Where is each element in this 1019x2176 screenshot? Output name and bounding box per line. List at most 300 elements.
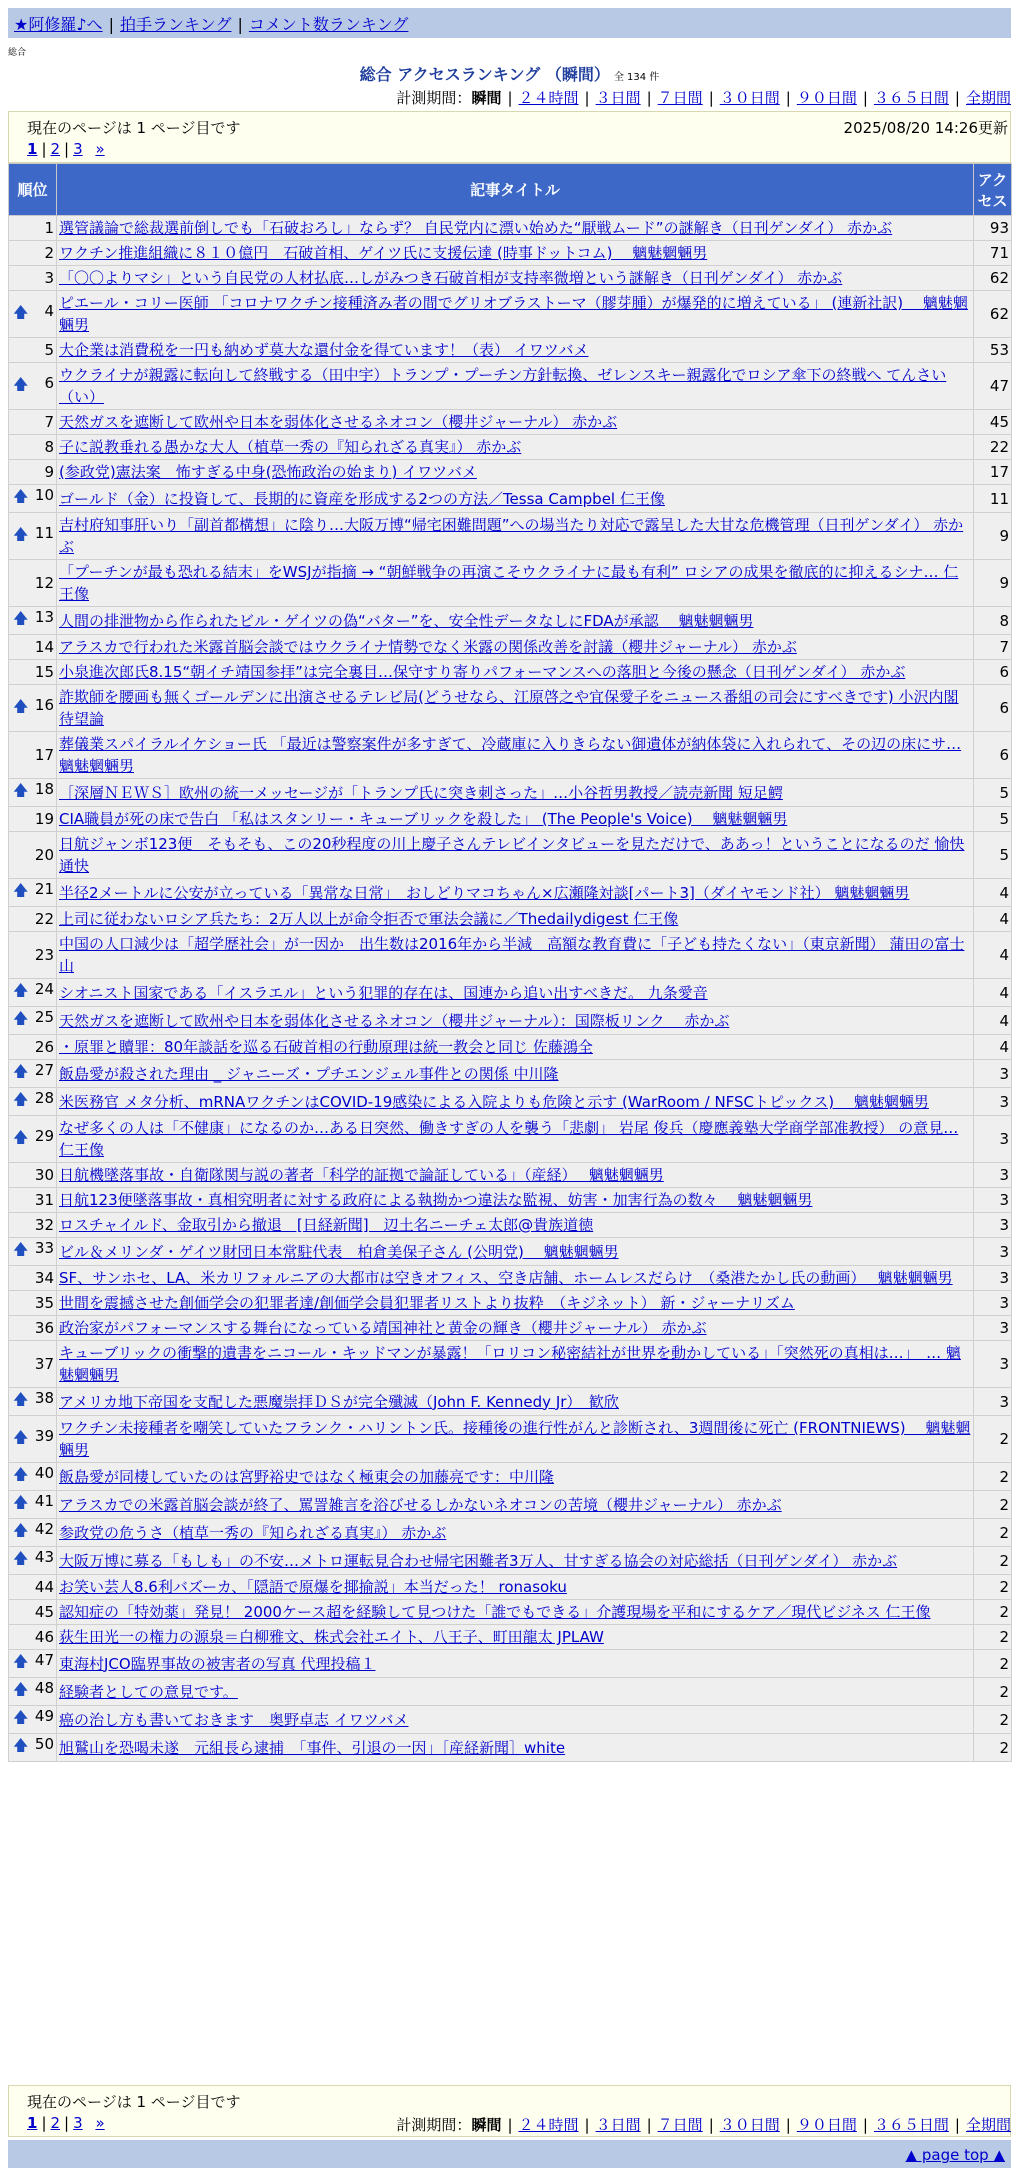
rank-number: 16 (34, 695, 54, 714)
article-title-link[interactable]: (参政党)憲法案 怖すぎる中身(恐怖政治の始まり) イワツバメ (59, 463, 477, 481)
title-cell (57, 1213, 974, 1238)
article-title-link[interactable]: 東海村JCO臨界事故の被害者の写真 代理投稿１ (59, 1654, 376, 1673)
period-3d[interactable]: ３日間 (595, 89, 641, 107)
title-cell (57, 1088, 974, 1116)
rank-up-arrow-icon: 🡅 (13, 609, 29, 627)
rank-up-arrow-icon: 🡅 (13, 1549, 29, 1567)
rank-number: 40 (34, 1464, 54, 1482)
rank-cell (9, 879, 57, 907)
nav-link-clap-ranking[interactable]: 拍手ランキング (119, 15, 232, 34)
table-row (9, 1625, 1012, 1650)
rank-cell (9, 635, 57, 660)
period-30d-bottom[interactable]: ３０日間 (719, 2116, 780, 2134)
rank-number: 46 (34, 1628, 54, 1646)
article-title-link[interactable]: 癌の治し方も書いておきます 奥野卓志 イワツバメ (59, 1710, 409, 1729)
current-page-text: 現在のページは 1 ページ目です (27, 119, 241, 137)
page-link-2-bottom[interactable]: 2 (50, 2114, 61, 2132)
table-row (9, 1734, 1012, 1762)
article-title-link[interactable]: ゴールド（金）に投資して、長期的に資産を形成する2つの方法／Tessa Campbel 仁王像 (59, 489, 665, 508)
period-90d[interactable]: ９０日間 (796, 89, 857, 107)
rank-cell (9, 1706, 57, 1734)
access-count: 6 (974, 732, 1012, 779)
period-label: 計測期間： (396, 89, 472, 107)
title-cell (57, 560, 974, 607)
article-title-link[interactable]: お笑い芸人8.6利バズーカ、「隠語で原爆を揶揄説」本当だった！ ronasoku (59, 1578, 567, 1596)
article-title-link[interactable]: 上司に従わないロシア兵たち：2万人以上が命令拒否で軍法会議に／Thedailydigest 仁王像 (59, 910, 679, 928)
rank-number: 15 (34, 663, 54, 681)
table-row (9, 1463, 1012, 1491)
title-cell (57, 732, 974, 779)
title-cell (57, 1341, 974, 1388)
article-title-link[interactable]: 認知症の「特効薬」発見！ 2000ケース超を経験して見つけた「誰でもできる」介護現場を平和にするケア／現代ビジネス 仁王像 (59, 1603, 931, 1621)
rank-cell (9, 1600, 57, 1625)
rank-number: 44 (34, 1578, 54, 1596)
title-cell (57, 1678, 974, 1706)
title-cell (57, 979, 974, 1007)
table-row (9, 241, 1012, 266)
rank-up-arrow-icon: 🡅 (13, 374, 29, 393)
access-count: 3 (974, 1188, 1012, 1213)
rank-number: 6 (44, 373, 54, 392)
rank-number: 43 (34, 1548, 54, 1566)
rank-number: 14 (34, 638, 54, 656)
article-title-link[interactable]: 参政党の危うさ（植草一秀の『知られざる真実』） 赤かぶ (59, 1523, 447, 1542)
rank-up-arrow-icon: 🡅 (13, 1493, 29, 1511)
rank-number: 13 (34, 608, 54, 626)
rank-cell (9, 1734, 57, 1762)
rank-number: 31 (34, 1191, 54, 1209)
nav-link-comment-ranking[interactable]: コメント数ランキング (248, 15, 409, 34)
title-cell (57, 1291, 974, 1316)
rank-cell (9, 607, 57, 635)
rank-cell (9, 1088, 57, 1116)
rank-number: 5 (44, 341, 54, 359)
table-row (9, 435, 1012, 460)
title-cell (57, 216, 974, 241)
table-row (9, 1678, 1012, 1706)
rank-up-arrow-icon: 🡅 (13, 1062, 29, 1080)
article-title-link[interactable]: 荻生田光一の権力の源泉＝白柳雅文、株式会社エイト、八王子、町田龍太 JPLAW (59, 1628, 604, 1646)
period-current-bottom: 瞬間 (471, 2116, 502, 2134)
page-link-next[interactable]: » (95, 140, 105, 158)
title-cell (57, 485, 974, 513)
title-cell (57, 363, 974, 410)
article-title-link[interactable]: 子に説教垂れる愚かな大人（植草一秀の『知られざる真実』） 赤かぶ (59, 438, 522, 456)
period-365d[interactable]: ３６５日間 (873, 89, 949, 107)
article-title-link[interactable]: 経験者としての意見です。 (59, 1682, 238, 1701)
period-selector-bottom: 計測期間：瞬間 | ２４時間 | ３日間 | ７日間 | ３０日間 | ９０日間 | ３６５日間 | 全期間 (396, 2116, 1011, 2134)
table-row (9, 832, 1012, 879)
period-7d-bottom[interactable]: ７日間 (657, 2116, 703, 2134)
title-cell (57, 291, 974, 338)
article-title-link[interactable]: 天然ガスを遮断して欧州や日本を弱体化させるネオコン（櫻井ジャーナル）：国際板リンク 赤かぶ (59, 1011, 730, 1030)
title-cell (57, 779, 974, 807)
access-count: 3 (974, 1388, 1012, 1416)
access-count: 93 (974, 216, 1012, 241)
article-title-link[interactable]: 詐欺師を腰画も無くゴールデンに出演させるテレビ局(どうせなら、江原啓之や宜保愛子をニュース番組の司会にすべきです) 小沢内閣待望論 (59, 688, 959, 728)
rank-cell (9, 338, 57, 363)
col-header-access: アクセス (974, 164, 1012, 216)
rank-cell (9, 1678, 57, 1706)
rank-number: 21 (34, 880, 54, 898)
rank-up-arrow-icon: 🡅 (13, 1652, 29, 1670)
access-count: 2 (974, 1416, 1012, 1463)
access-count: 3 (974, 1238, 1012, 1266)
access-count: 62 (974, 266, 1012, 291)
article-title-link[interactable]: シオニスト国家である「イスラエル」という犯罪的存在は、国連から追い出すべきだ。 九条愛音 (59, 983, 708, 1002)
total-count: 全 134 件 (613, 72, 660, 83)
page-link-next-bottom[interactable]: » (95, 2114, 105, 2132)
rank-number: 41 (34, 1492, 54, 1510)
table-row (9, 685, 1012, 732)
rank-cell (9, 1213, 57, 1238)
article-title-link[interactable]: 人間の排泄物から作られたビル・ゲイツの偽“バター”を、安全性データなしにFDAが承認 魑魅魍魎男 (59, 611, 754, 630)
access-count: 3 (974, 1163, 1012, 1188)
table-row (9, 1007, 1012, 1035)
table-row (9, 485, 1012, 513)
table-row (9, 1266, 1012, 1291)
table-row (9, 907, 1012, 932)
access-count: 11 (974, 485, 1012, 513)
access-count: 4 (974, 907, 1012, 932)
access-count: 47 (974, 363, 1012, 410)
rank-up-arrow-icon: 🡅 (13, 524, 29, 543)
period-30d[interactable]: ３０日間 (719, 89, 780, 107)
rank-number: 23 (34, 946, 54, 964)
access-count: 4 (974, 879, 1012, 907)
table-row (9, 807, 1012, 832)
table-row (9, 660, 1012, 685)
article-title-link[interactable]: 旭鷲山を恐喝未遂 元組長ら逮捕 「事件、引退の一因」［産経新聞］white (59, 1738, 566, 1757)
rank-number: 8 (44, 438, 54, 456)
article-title-link[interactable]: 大阪万博に募る「もしも」の不安…メトロ運転見合わせ帰宅困難者3万人、甘すぎる協会の対応総括（日刊ゲンダイ） 赤かぶ (59, 1551, 898, 1570)
article-title-link[interactable]: 中国の人口減少は「超学歴社会」が一因か 出生数は2016年から半減 高額な教育費に「子ども持たくない」（東京新聞） 蒲田の富士山 (59, 935, 965, 975)
title-cell (57, 1188, 974, 1213)
article-title-link[interactable]: 葬儀業スパイラルイケショー氏 「最近は警察案件が多すぎて、冷蔵庫に入りきらない御遺体が納体袋に入れられて、その辺の床にサ… 魑魅魍魎男 (59, 735, 962, 775)
table-row (9, 1116, 1012, 1163)
rank-number: 29 (34, 1126, 54, 1145)
rank-cell (9, 1341, 57, 1388)
rank-number: 18 (34, 780, 54, 798)
rank-number: 28 (34, 1089, 54, 1107)
article-title-link[interactable]: ワクチン未接種者を嘲笑していたフランク・ハリントン氏。接種後の進行性がんと診断され、3週間後に死亡 (FRONTNIEWS) 魑魅魍魎男 (59, 1419, 971, 1459)
table-row (9, 460, 1012, 485)
access-count: 62 (974, 291, 1012, 338)
rank-up-arrow-icon: 🡅 (13, 1427, 29, 1446)
table-row (9, 1388, 1012, 1416)
rank-up-arrow-icon: 🡅 (13, 1127, 29, 1146)
table-row (9, 1213, 1012, 1238)
title-cell (57, 338, 974, 363)
page-links-bottom: 1 | 2 | 3 » (27, 2114, 105, 2132)
article-title-link[interactable]: 「プーチンが最も恐れる結末」をWSJが指摘 → “朝鮮戦争の再演こそウクライナに最も有利” ロシアの成果を徹底的に抑えるシナ… 仁王像 (59, 563, 959, 603)
rank-up-arrow-icon: 🡅 (13, 1680, 29, 1698)
article-title-link[interactable]: アラスカで行われた米露首脳会談ではウクライナ情勢でなく米露の関係改善を討議（櫻井ジャーナル） 赤かぶ (59, 638, 797, 656)
table-row (9, 216, 1012, 241)
article-title-link[interactable]: 吉村府知事肝いり「副首都構想」に陰り…大阪万博“帰宅困難問題”への場当たり対応で露呈した大甘な危機管理（日刊ゲンダイ） 赤かぶ (59, 516, 964, 556)
article-title-link[interactable]: 「〇〇よりマシ」という自民党の人材払底…しがみつき石破首相が支持率微増という謎解き（日刊ゲンダイ） 赤かぶ (59, 269, 843, 287)
rank-cell (9, 832, 57, 879)
access-count: 5 (974, 807, 1012, 832)
rank-cell (9, 1188, 57, 1213)
rank-cell (9, 241, 57, 266)
table-row (9, 1341, 1012, 1388)
rank-number: 33 (34, 1239, 54, 1257)
period-all-bottom[interactable]: 全期間 (965, 2116, 1011, 2134)
rank-cell (9, 1316, 57, 1341)
rank-up-arrow-icon: 🡅 (13, 696, 29, 715)
access-count: 5 (974, 779, 1012, 807)
rank-cell (9, 216, 57, 241)
rank-number: 4 (44, 301, 54, 320)
rank-cell (9, 560, 57, 607)
rank-cell (9, 363, 57, 410)
access-count: 53 (974, 338, 1012, 363)
title-cell (57, 410, 974, 435)
table-row (9, 635, 1012, 660)
access-count: 45 (974, 410, 1012, 435)
page-title-text: 総合 アクセスランキング （瞬間） (359, 65, 610, 84)
rank-cell (9, 1416, 57, 1463)
rank-cell (9, 1625, 57, 1650)
col-header-rank: 順位 (9, 164, 57, 216)
rank-number: 25 (34, 1008, 54, 1026)
title-cell (57, 1416, 974, 1463)
period-24h-bottom[interactable]: ２４時間 (518, 2116, 579, 2134)
access-count: 6 (974, 685, 1012, 732)
title-cell (57, 1600, 974, 1625)
table-row (9, 1188, 1012, 1213)
access-count: 8 (974, 607, 1012, 635)
nav-link-asyura[interactable]: ★阿修羅♪へ (14, 15, 103, 34)
period-7d[interactable]: ７日間 (657, 89, 703, 107)
top-nav-bar: ★阿修羅♪へ | 拍手ランキング | コメント数ランキング (8, 8, 1011, 38)
article-title-link[interactable]: 飯島愛が殺された理由 _ ジャニーズ・プチエンジェル事件との関係 中川隆 (59, 1064, 559, 1083)
rank-up-arrow-icon: 🡅 (13, 881, 29, 899)
rank-cell (9, 1007, 57, 1035)
access-count: 2 (974, 1519, 1012, 1547)
rank-cell (9, 1116, 57, 1163)
article-title-link[interactable]: 米医務官 メタ分析、mRNAワクチンはCOVID-19感染による入院よりも危険と示す (WarRoom / NFSCトピックス) 魑魅魍魎男 (59, 1092, 929, 1111)
article-title-link[interactable]: ・原罪と贖罪：80年談話を巡る石破首相の行動原理は統一教会と同じ 佐藤鴻全 (59, 1038, 593, 1056)
title-cell (57, 1491, 974, 1519)
rank-cell (9, 1266, 57, 1291)
rank-cell (9, 485, 57, 513)
rank-up-arrow-icon: 🡅 (13, 1090, 29, 1108)
access-count: 17 (974, 460, 1012, 485)
page-link-3-bottom[interactable]: 3 (73, 2114, 83, 2132)
access-count: 2 (974, 1734, 1012, 1762)
article-title-link[interactable]: 小泉進次郎氏8.15“朝イチ靖国参拝”は完全裏目…保守すり寄りパフォーマンスへの落胆と今後の懸念（日刊ゲンダイ） 赤かぶ (59, 663, 906, 681)
access-count: 7 (974, 635, 1012, 660)
article-title-link[interactable]: なぜ多くの人は「不健康」になるのか…ある日突然、働きすぎの人を襲う「悲劇」 岩尾 俊兵（慶應義塾大学商学部准教授） の意見… 仁王像 (59, 1119, 959, 1159)
article-title-link[interactable]: 大企業は消費税を一円も納めず莫大な還付金を得ています！（表） イワツバメ (59, 341, 589, 359)
updated-timestamp: 2025/08/20 14:26更新 (843, 119, 1008, 137)
article-title-link[interactable]: ビル＆メリンダ・ゲイツ財団日本常駐代表 柏倉美保子さん (公明党) 魑魅魍魎男 (59, 1242, 619, 1261)
page-links: 1 | 2 | 3 » (27, 140, 105, 158)
access-count: 4 (974, 979, 1012, 1007)
title-cell (57, 685, 974, 732)
rank-up-arrow-icon: 🡅 (13, 1521, 29, 1539)
access-count: 3 (974, 1266, 1012, 1291)
access-count: 2 (974, 1678, 1012, 1706)
title-cell (57, 832, 974, 879)
article-title-link[interactable]: アメリカ地下帝国を支配した悪魔崇拝ＤＳが完全殲滅（John F. Kennedy Jr） 歓欣 (59, 1392, 619, 1411)
rank-number: 45 (34, 1603, 54, 1621)
title-cell (57, 513, 974, 560)
rank-cell (9, 1238, 57, 1266)
rank-up-arrow-icon: 🡅 (13, 1009, 29, 1027)
article-title-link[interactable]: ピエール・コリー医師 「コロナワクチン接種済み者の間でグリオブラストーマ（膠芽腫）が爆発的に増えている」 (連新社訳) 魑魅魍魎男 (59, 294, 968, 334)
table-row (9, 1163, 1012, 1188)
access-count: 2 (974, 1650, 1012, 1678)
table-row (9, 560, 1012, 607)
title-cell (57, 1547, 974, 1575)
pagination-top (8, 111, 1011, 163)
rank-number: 50 (34, 1735, 54, 1753)
period-90d-bottom[interactable]: ９０日間 (796, 2116, 857, 2134)
rank-number: 3 (44, 269, 54, 287)
article-title-link[interactable]: 政治家がパフォーマンスする舞台になっている靖国神社と黄金の輝き（櫻井ジャーナル） 赤かぶ (59, 1319, 707, 1337)
access-count: 4 (974, 932, 1012, 979)
title-cell (57, 807, 974, 832)
table-row (9, 291, 1012, 338)
rank-up-arrow-icon: 🡅 (13, 1465, 29, 1483)
article-title-link[interactable]: CIA職員が死の床で告白 「私はスタンリー・キューブリックを殺した」 (The People's Voice) 魑魅魍魎男 (59, 810, 788, 828)
rank-cell (9, 460, 57, 485)
page-link-1-bottom[interactable]: 1 (27, 2114, 38, 2132)
rank-cell (9, 932, 57, 979)
table-row (9, 513, 1012, 560)
col-header-title: 記事タイトル (57, 164, 974, 216)
period-365d-bottom[interactable]: ３６５日間 (873, 2116, 949, 2134)
table-row (9, 410, 1012, 435)
article-title-link[interactable]: アラスカでの米露首脳会談が終了、罵詈雑言を浴びせるしかないネオコンの苦境（櫻井ジャーナル） 赤かぶ (59, 1495, 782, 1514)
ranking-table (8, 163, 1012, 1762)
table-row (9, 1547, 1012, 1575)
access-count: 3 (974, 1341, 1012, 1388)
rank-number: 35 (34, 1294, 54, 1312)
rank-cell (9, 1060, 57, 1088)
article-title-link[interactable]: SF、サンホセ、LA、米カリフォルニアの大都市は空きオフィス、空き店舗、ホームレスだらけ （桑港たかし氏の動画） 魑魅魍魎男 (59, 1269, 953, 1287)
article-title-link[interactable]: 半径2メートルに公安が立っている「異常な日常」 おしどりマコちゃん×広瀬隆対談[パート3]（ダイヤモンド社） 魑魅魍魎男 (59, 883, 910, 902)
access-count: 22 (974, 435, 1012, 460)
table-row (9, 363, 1012, 410)
rank-number: 36 (34, 1319, 54, 1337)
table-row (9, 1706, 1012, 1734)
title-cell (57, 241, 974, 266)
period-all[interactable]: 全期間 (965, 89, 1011, 107)
access-count: 4 (974, 1007, 1012, 1035)
rank-up-arrow-icon: 🡅 (13, 1736, 29, 1754)
rank-up-arrow-icon: 🡅 (13, 1708, 29, 1726)
title-cell (57, 435, 974, 460)
page-link-1[interactable]: 1 (27, 140, 38, 158)
article-title-link[interactable]: 飯島愛が同棲していたのは宮野裕史ではなく極東会の加藤亮です：中川隆 (59, 1467, 555, 1486)
rank-up-arrow-icon: 🡅 (13, 1390, 29, 1408)
bottom-bar (8, 2140, 1011, 2168)
title-cell (57, 607, 974, 635)
rank-number: 24 (34, 980, 54, 998)
article-title-link[interactable]: 天然ガスを遮断して欧州や日本を弱体化させるネオコン（櫻井ジャーナル） 赤かぶ (59, 413, 618, 431)
table-row (9, 1035, 1012, 1060)
table-row (9, 1060, 1012, 1088)
table-row (9, 607, 1012, 635)
title-cell (57, 460, 974, 485)
article-title-link[interactable]: ワクチン推進組織に８１０億円 石破首相、ゲイツ氏に支援伝達 (時事ドットコム) 魑魅魍魎男 (59, 244, 708, 262)
table-row (9, 732, 1012, 779)
table-row (9, 1575, 1012, 1600)
table-row (9, 879, 1012, 907)
period-3d-bottom[interactable]: ３日間 (595, 2116, 641, 2134)
access-count: 3 (974, 1213, 1012, 1238)
page-link-2[interactable]: 2 (50, 140, 61, 158)
rank-up-arrow-icon: 🡅 (13, 781, 29, 799)
access-count: 6 (974, 660, 1012, 685)
article-title-link[interactable]: 選管議論で総裁選前倒しでも「石破おろし」ならず？ 自民党内に漂い始めた“厭戦ムード”の謎解き（日刊ゲンダイ） 赤かぶ (59, 219, 893, 237)
article-title-link[interactable]: 日航ジャンボ123便 そもそも、この20秒程度の川上慶子さんテレビインタビューを見ただけで、ああっ！ということになるのだ 愉快通快 (59, 835, 965, 875)
title-cell (57, 1575, 974, 1600)
rank-cell (9, 1547, 57, 1575)
rank-cell (9, 732, 57, 779)
table-row (9, 1519, 1012, 1547)
page-top-link[interactable]: ▲ page top ▲ (905, 2146, 1005, 2164)
rank-cell (9, 1163, 57, 1188)
access-count: 9 (974, 560, 1012, 607)
table-row (9, 1291, 1012, 1316)
rank-cell (9, 907, 57, 932)
title-cell (57, 660, 974, 685)
article-title-link[interactable]: ウクライナが親露に転向して終戦する（田中宇）トランプ・プーチン方針転換、ゼレンスキー親露化でロシア傘下の終戦へ てんさい（い） (59, 366, 947, 406)
article-title-link[interactable]: 日航機墜落事故・自衛隊関与説の著者「科学的証拠で論証している」（産経） 魑魅魍魎男 (59, 1166, 664, 1184)
title-cell (57, 1266, 974, 1291)
title-cell (57, 1519, 974, 1547)
period-label-bottom: 計測期間： (396, 2116, 472, 2134)
article-title-link[interactable]: キューブリックの衝撃的遺書をニコール・キッドマンが暴露！「ロリコン秘密結社が世界を動かしている」「突然死の真相は…」 … 魑魅魍魎男 (59, 1344, 961, 1384)
rank-cell (9, 1035, 57, 1060)
access-count: 3 (974, 1291, 1012, 1316)
rank-cell (9, 1291, 57, 1316)
title-cell (57, 1060, 974, 1088)
access-count: 5 (974, 832, 1012, 879)
access-count: 2 (974, 1547, 1012, 1575)
rank-number: 19 (34, 810, 54, 828)
rank-number: 32 (34, 1216, 54, 1234)
rank-number: 17 (34, 746, 54, 764)
title-cell (57, 932, 974, 979)
page-link-3[interactable]: 3 (73, 140, 83, 158)
rank-number: 27 (34, 1061, 54, 1079)
rank-number: 48 (34, 1679, 54, 1697)
table-row (9, 932, 1012, 979)
rank-number: 39 (34, 1426, 54, 1445)
period-24h[interactable]: ２４時間 (518, 89, 579, 107)
rank-cell (9, 513, 57, 560)
rank-number: 34 (34, 1269, 54, 1287)
article-title-link[interactable]: ［深層ＮＥＷＳ］欧州の統一メッセージが「トランプ氏に突き刺さった」…小谷哲男教授／読売新聞 短足鰐 (59, 783, 783, 802)
rank-cell (9, 266, 57, 291)
ranking-body (9, 216, 1012, 1762)
title-cell (57, 1625, 974, 1650)
title-cell (57, 1316, 974, 1341)
rank-number: 7 (44, 413, 54, 431)
rank-cell (9, 979, 57, 1007)
table-row (9, 1238, 1012, 1266)
article-title-link[interactable]: ロスチャイルド、金取引から撤退 [日経新聞] 辺土名ニーチェ太郎@貴族道徳 (59, 1216, 594, 1234)
article-title-link[interactable]: 世間を震撼させた創価学会の犯罪者達/創価学会員犯罪者リストより抜粋 （キジネット） 新・ジャーナリズム (59, 1294, 795, 1312)
article-title-link[interactable]: 日航123便墜落事故・真相究明者に対する政府による執拗かつ違法な監視、妨害・加害行為の数々 魑魅魍魎男 (59, 1191, 813, 1209)
rank-cell (9, 1491, 57, 1519)
